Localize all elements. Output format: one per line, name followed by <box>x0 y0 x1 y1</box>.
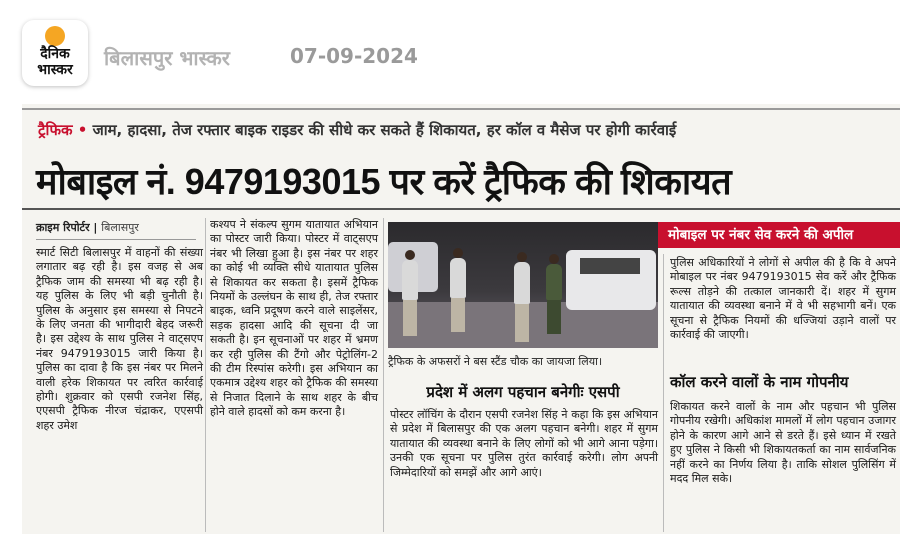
byline <box>36 220 196 240</box>
kicker-label: ट्रैफिक • <box>38 121 88 139</box>
article-column-4: पुलिस अधिकारियों ने लोगों से अपील की है कि वे अपने मोबाइल पर नंबर 9479193015 सेव करें और ट्रैफिक रूल्स तोड़ने की तत्काल जानकारी दें। शहर में सुगम यातायात की व्यवस्था बनाने में वे भी सहभागी बनें। एक सूचना से ट्रैफिक नियमों की धज्जियां उड़ाने वालों पर कार्रवाई की जाएगी। <box>670 256 896 342</box>
subheading-confidential: कॉल करने वालों के नाम गोपनीय <box>670 373 849 391</box>
article-column-3: पोस्टर लॉचिंग के दौरान एसपी रजनेश सिंह ने कहा कि इस अभियान से प्रदेश में बिलासपुर की एक अलग पहचान बनेगी। शहर में सुगम यातायात की व्यवस्था बनाने के लिए लोगों को भी आगे आना पड़ेगा। उनकी एक सूचना पर पुलिस तुरंत कार्रवाई करेगी। लोग अपनी जिम्मेदारियों को समझें और आगे आएं। <box>390 408 658 479</box>
newspaper-page <box>22 104 900 534</box>
top-rule <box>22 108 900 110</box>
byline-reporter: क्राइम रिपोर्टर | <box>36 221 102 234</box>
sun-icon <box>45 26 65 46</box>
edition-name: बिलासपुर भास्कर <box>104 46 230 70</box>
article-photo <box>388 222 658 348</box>
photo-police-car <box>566 250 656 310</box>
article-column-1: स्मार्ट सिटी बिलासपुर में वाहनों की संख्या लगातार बढ़ रही है। इस वजह से अब ट्रैफिक जाम की समस्या भी बढ़ रही है। यह पुलिस के लिए भी बड़ी चुनौती है। पुलिस के अनुसार इस समस्या से निपटने के लिए जनता की भागीदारी बेहद जरूरी है। इस उद्देश्य के साथ पुलिस ने वाट्सएप नंबर 9479193015 जारी किया है। पुलिस का दावा है कि इस नंबर पर मिलने वाली हरेक शिकायत पर त्वरित कार्रवाई होगी। शुक्रवार को एसपी रजनेश सिंह, एएसपी ट्रैफिक नीरज चंद्राकर, एएसपी शहर उमेश <box>36 246 203 432</box>
headline-divider <box>22 208 900 210</box>
byline-city: बिलासपुर <box>101 221 139 234</box>
article-column-4b: शिकायत करने वालों के नाम और पहचान भी पुलिस गोपनीय रखेगी। अधिकांश मामलों में लोग पहचान उजागर होने के कारण आगे आने से डरते हैं। इसे ध्यान में रखते हुए पुलिस ने किसी भी शिकायतकर्ता का नाम सार्वजनिक नहीं करने का निर्णय लिया है। ताकि सोशल पुलिसिंग में मदद मिल सके। <box>670 400 896 486</box>
photo-officer <box>450 258 466 298</box>
photo-caption: ट्रैफिक के अफसरों ने बस स्टैंड चौक का जायजा लिया। <box>388 355 603 368</box>
newspaper-header <box>0 0 913 98</box>
photo-car-window <box>580 258 640 274</box>
photo-officer <box>546 264 562 300</box>
headline: मोबाइल नं. 9479193015 पर करें ट्रैफिक की शिकायत <box>36 161 732 202</box>
logo-text-line1: दैनिक <box>40 46 70 62</box>
photo-officer <box>402 260 418 300</box>
column-rule <box>663 254 664 532</box>
kicker <box>38 120 898 140</box>
article-column-2: कश्यप ने संकल्प सुगम यातायात अभियान का पोस्टर जारी किया। पोस्टर में वाट्सएप नंबर भी लिखा हुआ है। इस नंबर पर शहर का कोई भी व्यक्ति सीधे यातायात पुलिस से शिकायत कर सकता है। इसमें ट्रैफिक नियमों के उल्लंघन के साथ ही, तेज रफ्तार बाइक, ध्वनि प्रदूषण करने वाले साइलेंसर, सड़क हादसा आदि की सूचना दी जा सकती है। इन सूचनाओं पर शहर में भ्रमण कर रही पुलिस की टैंगो और पेट्रोलिंग-2 की टीम रिस्पांस करेगी। इस अभियान का एकमात्र उद्देश्य शहर को ट्रैफिक की समस्या से निजात दिलाने के साथ शहर के बीच होने वाले हादसों को कम करना है। <box>210 218 378 419</box>
photo-officer <box>514 262 530 304</box>
column-rule <box>205 218 206 532</box>
appeal-banner: मोबाइल पर नंबर सेव करने की अपील <box>658 222 900 248</box>
logo-text-line2: भास्कर <box>37 62 73 78</box>
dainik-bhaskar-logo <box>22 20 88 86</box>
subheading-identity: प्रदेश में अलग पहचान बनेगीः एसपी <box>426 383 620 401</box>
edition-date: 07-09-2024 <box>290 44 418 68</box>
column-rule <box>383 218 384 532</box>
kicker-text: जाम, हादसा, तेज रफ्तार बाइक राइडर की सीधे कर सकते हैं शिकायत, हर कॉल व मैसेज पर होगी कार्रवाई <box>87 121 677 139</box>
